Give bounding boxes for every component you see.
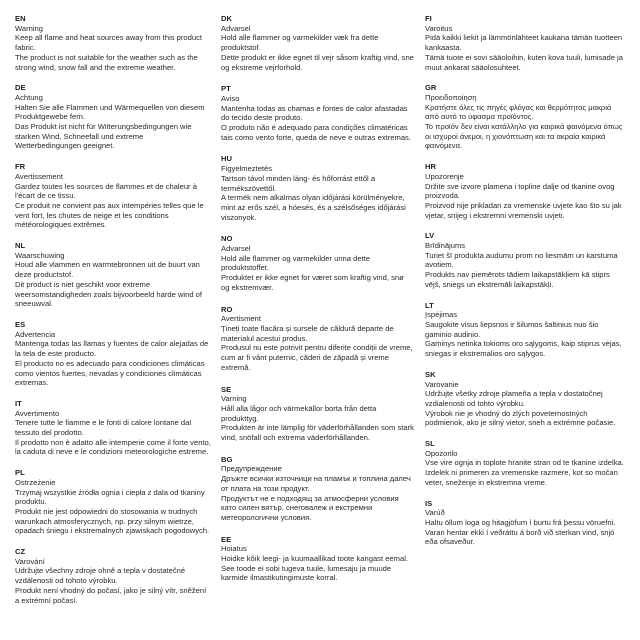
warning-heading: Advertencia	[15, 329, 56, 339]
warning-paragraph: Keep all flame and heat sources away from this product fabric.	[15, 33, 202, 53]
warning-paragraph: Das Produkt ist nicht für Witterungsbedingungen wie starken Wind, Schneefall und extreme Wetterbedingungen geeignet.	[15, 122, 192, 151]
column-1	[15, 14, 211, 616]
language-code: DE	[15, 83, 26, 93]
language-block-de	[15, 83, 211, 151]
warning-paragraph: Produkts nav piemērots tādiem laikapstākļiem kā stiprs vējš, sniegs un ekstremāli laikapstākļi.	[425, 270, 610, 289]
language-block-sk	[425, 370, 625, 428]
warning-heading: Brīdinājums	[425, 241, 466, 251]
warning-heading: Aviso	[221, 93, 240, 103]
warning-paragraph: Gardez toutes les sources de flammes et de chaleur à l'écart de ce tissu.	[15, 181, 197, 201]
language-code: LV	[425, 231, 435, 241]
warning-heading: Opozorilo	[425, 448, 458, 458]
warning-paragraph: Κρατήστε όλες τις πηγές φλόγας και θερμότητας μακριά από αυτό το ύφασμα προϊόντος.	[425, 102, 612, 122]
language-block-en	[15, 14, 211, 72]
warning-heading: Varovanie	[425, 379, 459, 389]
warning-heading: Achtung	[15, 92, 43, 102]
warning-paragraph: Držite sve izvore plamena i topline dalje od tkanine ovog proizvoda.	[425, 181, 615, 201]
language-block-fi	[425, 14, 625, 72]
warning-paragraph: Trzymaj wszystkie źródła ognia i ciepła z dala od tkaniny produktu.	[15, 487, 205, 507]
language-block-lv	[425, 231, 625, 289]
warning-paragraph: Håll alla lågor och värmekällor borta från detta produkttyg.	[221, 403, 377, 423]
warning-paragraph: Pidä kaikki liekit ja lämmönlähteet kaukana tämän tuotteen kankaasta.	[425, 33, 623, 53]
warning-paragraph: Țineți toate flacăra și sursele de căldură departe de materialul acestui produs.	[221, 323, 394, 343]
warning-heading: Varúð	[425, 508, 445, 518]
warning-paragraph: The product is not suitable for the weather such as the strong wind, snow fall and the extreme weather.	[15, 52, 198, 72]
language-code: BG	[221, 454, 233, 464]
language-code: LT	[425, 300, 434, 310]
warning-heading: Hoiatus	[221, 544, 247, 554]
warning-paragraph: Haltu öllum loga og hitagjöfum í burtu frá þessu vöruefni.	[425, 517, 616, 527]
warning-paragraph: Дръжте всички източници на пламък и топлина далеч от плата на този продукт.	[221, 474, 411, 493]
language-block-pl	[15, 468, 211, 536]
column-3	[425, 14, 625, 558]
language-block-ee	[221, 535, 414, 584]
language-block-cz	[15, 547, 211, 605]
language-code: ES	[15, 319, 26, 329]
warning-heading: Avvertimento	[15, 408, 60, 418]
language-code: FR	[15, 162, 26, 172]
language-code: FI	[425, 14, 432, 23]
language-block-fr	[15, 162, 211, 230]
warning-heading: Предупреждение	[221, 464, 282, 474]
language-block-se	[221, 385, 414, 443]
language-code: CZ	[15, 547, 26, 557]
language-code: PL	[15, 468, 25, 478]
warning-paragraph: Produktet er ikke egnet for været som kraftig vind, snø og ekstremvær.	[221, 273, 404, 292]
language-code: EE	[221, 534, 232, 544]
warning-paragraph: Продуктът не е подходящ за атмосферни условия като силен вятър, снеговалеж и екстремни метеорологични условия.	[221, 493, 399, 522]
language-block-gr	[425, 83, 625, 151]
language-code: SL	[425, 439, 435, 449]
warning-heading: Ostrzeżenie	[15, 477, 56, 487]
warning-paragraph: Το προϊόν δεν είναι κατάλληλο για καιρικά φαινόμενα όπως οι ισχυροί άνεμοι, η χιονόπτωση και τα ακραία καιρικά φαινόμενα.	[425, 122, 623, 151]
warning-paragraph: A termék nem alkalmas olyan időjárási körülményekre, mint az erős szél, a hóesés, és a szélsőséges időjárási viszonyok.	[221, 193, 406, 222]
warning-paragraph: Mantenga todas las llamas y fuentes de calor alejadas de la tela de este producto.	[15, 339, 209, 359]
language-code: SE	[221, 384, 232, 394]
warning-heading: Avertisment	[221, 314, 261, 324]
language-code: NO	[221, 234, 233, 244]
warning-paragraph: Udržujte všechny zdroje ohně a tepla v dostatečné vzdálenosti od tohoto výrobku.	[15, 566, 186, 586]
warning-paragraph: Vse vire ognja in toplote hranite stran od te tkanine izdelka.	[425, 458, 624, 468]
warning-paragraph: Gaminys netinka tokioms oro sąlygoms, kaip stiprus vėjas, sniegas ir ekstremalios oro sąlygos.	[425, 339, 622, 359]
warning-paragraph: Il prodotto non è adatto alle intemperie come il forte vento, la caduta di neve e le condizioni meteorologiche estreme.	[15, 437, 211, 457]
language-block-nl	[15, 241, 211, 309]
warning-heading: Varning	[221, 394, 247, 404]
language-block-is	[425, 499, 625, 548]
warning-paragraph: Tämä tuote ei sovi sääoloihin, kuten kova tuuli, lumisade ja muut ankarat sääolosuhteet.	[425, 52, 623, 72]
warning-paragraph: Hold alle flammer og varmekilder unna dette produktstoffet.	[221, 253, 370, 273]
language-code: GR	[425, 83, 437, 93]
warning-paragraph: Varan hentar ekki í veðráttu á borð við sterkan vind, snjó eða ofsaveður.	[425, 527, 615, 547]
warning-heading: Advarsel	[221, 23, 251, 33]
warning-paragraph: Produkt nie jest odpowiedni do stosowania w trudnych warunkach atmosferycznych, np. przy silnym wietrze, opadach śniegu i ekstremalnych zjawiskach pogodowych.	[15, 506, 210, 536]
language-code: RO	[221, 304, 233, 314]
warning-heading: Avertissement	[15, 171, 63, 181]
language-block-ro	[221, 305, 414, 373]
language-block-sl	[425, 439, 625, 488]
warning-paragraph: Halten Sie alle Flammen und Wärmequellen von diesem Produktgewebe fern.	[15, 102, 205, 122]
warning-paragraph: Produkt není vhodný do počasí, jako je silný vítr, sněžení a extrémní počasí.	[15, 585, 207, 605]
language-block-dk	[221, 14, 414, 72]
warning-paragraph: Tenere tutte le fiamme e le fonti di calore lontane dal tessuto del prodotto.	[15, 418, 192, 438]
warning-paragraph: Produkten är inte lämplig för väderförhållanden som stark vind, snöfall och extrema väderförhållanden.	[221, 423, 414, 443]
warning-paragraph: Udržujte všetky zdroje plameňa a tepla v dostatočnej vzdialenosti od tohto výrobku.	[425, 389, 603, 408]
language-block-lt	[425, 301, 625, 359]
warning-heading: Varoitus	[425, 23, 453, 33]
language-block-es	[15, 320, 211, 388]
warning-paragraph: Produsul nu este potrivit pentru diferite condiții de vreme, cum ar fi vânt puternic, căderi de zăpadă și vreme extremă.	[221, 343, 413, 372]
warning-paragraph: Hoidke kõik leegi- ja kuumaallikad toote kangast eemal.	[221, 554, 408, 564]
language-block-bg	[221, 455, 414, 523]
language-code: HR	[425, 162, 436, 172]
warning-paragraph: El producto no es adecuado para condiciones climáticas como vientos fuertes, nevadas y condiciones climáticas extremas.	[15, 358, 205, 388]
language-block-it	[15, 399, 211, 457]
warning-heading: Upozorenje	[425, 171, 464, 181]
language-code: IS	[425, 498, 433, 508]
language-code: HU	[221, 154, 232, 164]
warning-paragraph: Turiet šī produkta audumu prom no liesmām un karstuma avotiem.	[425, 250, 618, 270]
warning-paragraph: Dit product is niet geschikt voor extreme weersomstandigheden zoals bijvoorbeeld harde wind of sneeuwval.	[15, 279, 203, 309]
warning-paragraph: Hold alle flammer og varmekilder væk fra dette produktstof.	[221, 33, 379, 53]
language-block-hu	[221, 154, 414, 222]
language-code: SK	[425, 369, 436, 379]
warning-paragraph: Proizvod nije prikladan za vremenske uvjete kao što su jak vjetar, snijeg i ekstremni vremenski uvjeti.	[425, 200, 622, 220]
warning-heading: Varování	[15, 556, 45, 566]
warning-paragraph: O produto não é adequado para condições climatéricas tais como vento forte, queda de neve e outras extremas.	[221, 123, 411, 142]
warning-heading: Figyelmeztetés	[221, 164, 273, 174]
language-code: PT	[221, 84, 231, 94]
warning-heading: Προειδοποίηση	[425, 92, 477, 102]
warning-paragraph: Houd alle vlammen en warmtebronnen uit de buurt van deze productstof.	[15, 260, 200, 280]
language-code: DK	[221, 14, 232, 23]
warning-heading: Warning	[15, 23, 43, 33]
warning-paragraph: Ce produit ne convient pas aux intempéries telles que le vent fort, les chutes de neige et les conditions météorologiques extrêmes.	[15, 200, 204, 230]
language-block-no	[221, 234, 414, 292]
warning-heading: Įspėjimas	[425, 310, 458, 320]
language-block-hr	[425, 162, 625, 220]
language-code: IT	[15, 398, 22, 408]
warning-heading: Advarsel	[221, 244, 251, 254]
language-block-pt	[221, 84, 414, 142]
warning-paragraph: Mantenha todas as chamas e fontes de calor afastadas do tecido deste produto.	[221, 103, 408, 123]
language-code: NL	[15, 241, 26, 251]
warning-paragraph: Saugokite visus liepsnos ir šilumos šaltinius nuo šio gaminio audinio.	[425, 319, 599, 339]
warning-paragraph: Výrobok nie je vhodný do zlých poveternostných podmienok, ako je silný vietor, sneh a extrémne počasie.	[425, 408, 616, 428]
warning-heading: Waarschuwing	[15, 250, 65, 260]
warning-paragraph: Tartson távol minden láng- és hőforrást ettől a termékszövettől.	[221, 173, 376, 193]
warning-paragraph: See toode ei sobi tugeva tuule, lumesaju ja muude karmide ilmastikutingimuste korral.	[221, 563, 392, 583]
language-code: EN	[15, 14, 26, 23]
warning-paragraph: Izdelek ni primeren za vremenske razmere, kot so močan veter, sneženje in ekstremna vreme.	[425, 468, 618, 487]
warning-paragraph: Dette produkt er ikke egnet til vejr såsom kraftig vind, sne og ekstreme vejrforhold.	[221, 52, 414, 72]
column-2	[221, 14, 414, 595]
